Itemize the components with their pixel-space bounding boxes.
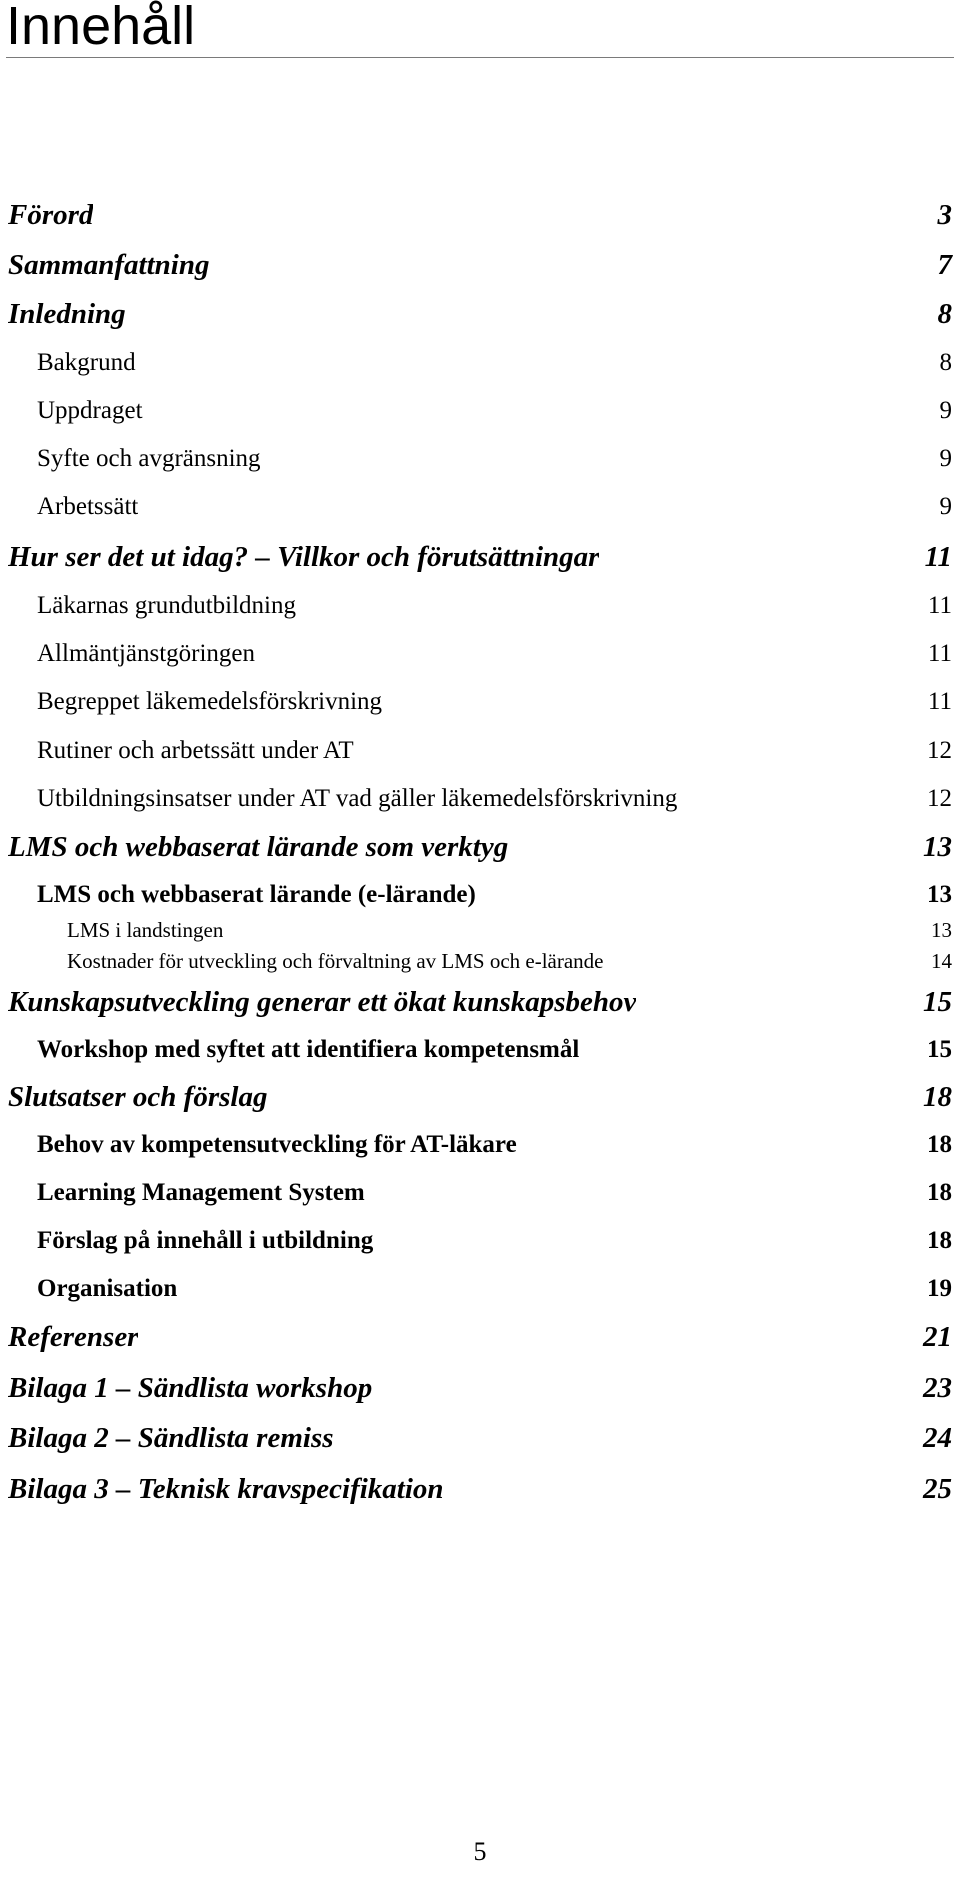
toc-entry-page: 13 xyxy=(923,831,952,863)
toc-entry[interactable] xyxy=(8,198,952,232)
toc-entry-page: 18 xyxy=(927,1227,952,1254)
toc-entry-label: Inledning xyxy=(8,298,126,330)
toc-entry-label: Bakgrund xyxy=(37,349,136,376)
toc-entry-label: Bilaga 1 – Sändlista workshop xyxy=(8,1372,373,1404)
toc-entry[interactable] xyxy=(37,736,952,766)
toc-entry-page: 11 xyxy=(924,541,952,573)
toc-entry[interactable] xyxy=(37,444,952,474)
toc-entry-label: LMS och webbaserat lärande (e-lärande) xyxy=(37,881,476,908)
toc-entry-label: Hur ser det ut idag? – Villkor och förutsättningar xyxy=(8,541,600,573)
toc-entry[interactable] xyxy=(8,1421,952,1455)
toc-entry-label: Referenser xyxy=(8,1321,139,1353)
toc-entry-page: 12 xyxy=(927,737,952,764)
toc-entry[interactable] xyxy=(37,591,952,621)
toc-entry-page: 9 xyxy=(939,493,952,520)
toc-entry-page: 12 xyxy=(927,785,952,812)
toc-entry[interactable] xyxy=(8,985,952,1019)
toc-entry[interactable] xyxy=(37,1178,952,1208)
toc-entry[interactable] xyxy=(8,1472,952,1506)
toc-entry-page: 19 xyxy=(927,1275,952,1302)
toc-entry-page: 9 xyxy=(939,445,952,472)
toc-entry-page: 15 xyxy=(927,1036,952,1063)
toc-entry-page: 15 xyxy=(923,986,952,1018)
toc-entry-page: 14 xyxy=(931,949,952,973)
toc-entry-page: 7 xyxy=(937,249,952,281)
toc-entry[interactable] xyxy=(37,348,952,378)
toc-entry-label: Allmäntjänstgöringen xyxy=(37,640,256,667)
toc-entry-page: 9 xyxy=(939,397,952,424)
toc-entry[interactable] xyxy=(37,639,952,669)
toc-entry-label: Sammanfattning xyxy=(8,249,210,281)
toc-entry-label: Kunskapsutveckling generar ett ökat kunskapsbehov xyxy=(8,986,637,1018)
toc-entry-label: Läkarnas grundutbildning xyxy=(37,592,296,619)
toc-entry[interactable] xyxy=(37,1035,952,1065)
toc-entry[interactable] xyxy=(37,396,952,426)
toc-entry-label: Kostnader för utveckling och förvaltning av LMS och e-lärande xyxy=(67,949,604,973)
toc-entry[interactable] xyxy=(67,917,952,943)
toc-entry-page: 3 xyxy=(937,199,952,231)
toc-entry-label: Learning Management System xyxy=(37,1179,365,1206)
toc-entry[interactable] xyxy=(37,687,952,717)
toc-entry[interactable] xyxy=(8,540,952,574)
toc-entry-page: 11 xyxy=(927,688,952,715)
toc-entry-page: 24 xyxy=(923,1422,952,1454)
toc-entry-page: 23 xyxy=(923,1372,952,1404)
toc-entry-page: 11 xyxy=(927,592,952,619)
toc-entry-label: Slutsatser och förslag xyxy=(8,1081,268,1113)
toc-entry[interactable] xyxy=(8,248,952,282)
toc-entry[interactable] xyxy=(37,1226,952,1256)
toc-entry[interactable] xyxy=(67,948,952,974)
toc-entry-label: Syfte och avgränsning xyxy=(37,445,261,472)
toc-entry-page: 25 xyxy=(923,1473,952,1505)
toc-entry-label: Begreppet läkemedelsförskrivning xyxy=(37,688,383,715)
toc-entry-label: Organisation xyxy=(37,1275,178,1302)
toc-entry[interactable] xyxy=(37,784,952,814)
toc-entry[interactable] xyxy=(8,1080,952,1114)
toc-entry-label: LMS och webbaserat lärande som verktyg xyxy=(8,831,509,863)
toc-entry-label: Workshop med syftet att identifiera kompetensmål xyxy=(37,1036,580,1063)
toc-entry-page: 18 xyxy=(927,1179,952,1206)
toc-entry[interactable] xyxy=(37,1274,952,1304)
toc-entry-page: 18 xyxy=(923,1081,952,1113)
toc-entry[interactable] xyxy=(8,1371,952,1405)
toc-entry[interactable] xyxy=(37,1130,952,1160)
toc-entry-page: 11 xyxy=(927,640,952,667)
toc-entry-label: Bilaga 3 – Teknisk kravspecifikation xyxy=(8,1473,444,1505)
toc-entry[interactable] xyxy=(37,880,952,910)
toc-entry-label: Arbetssätt xyxy=(37,493,139,520)
toc-entry-label: Uppdraget xyxy=(37,397,143,424)
toc-entry-label: Utbildningsinsatser under AT vad gäller läkemedelsförskrivning xyxy=(37,785,678,812)
toc-entry[interactable] xyxy=(8,297,952,331)
toc-entry[interactable] xyxy=(37,492,952,522)
toc-entry-page: 21 xyxy=(923,1321,952,1353)
toc-entry-page: 13 xyxy=(927,881,952,908)
toc-entry-page: 8 xyxy=(937,298,952,330)
page-title: Innehåll xyxy=(6,0,196,56)
toc-entry-page: 18 xyxy=(927,1131,952,1158)
toc-entry-label: Behov av kompetensutveckling för AT-läkare xyxy=(37,1131,517,1158)
toc-entry-label: LMS i landstingen xyxy=(67,918,224,942)
toc-entry-label: Förslag på innehåll i utbildning xyxy=(37,1227,374,1254)
toc-entry[interactable] xyxy=(8,830,952,864)
toc-entry-page: 13 xyxy=(931,918,952,942)
toc-entry-label: Förord xyxy=(8,199,94,231)
toc-entry[interactable] xyxy=(8,1320,952,1354)
toc-entry-label: Bilaga 2 – Sändlista remiss xyxy=(8,1422,334,1454)
toc-entry-label: Rutiner och arbetssätt under AT xyxy=(37,737,354,764)
toc-entry-page: 8 xyxy=(939,349,952,376)
page-number: 5 xyxy=(473,1837,487,1866)
